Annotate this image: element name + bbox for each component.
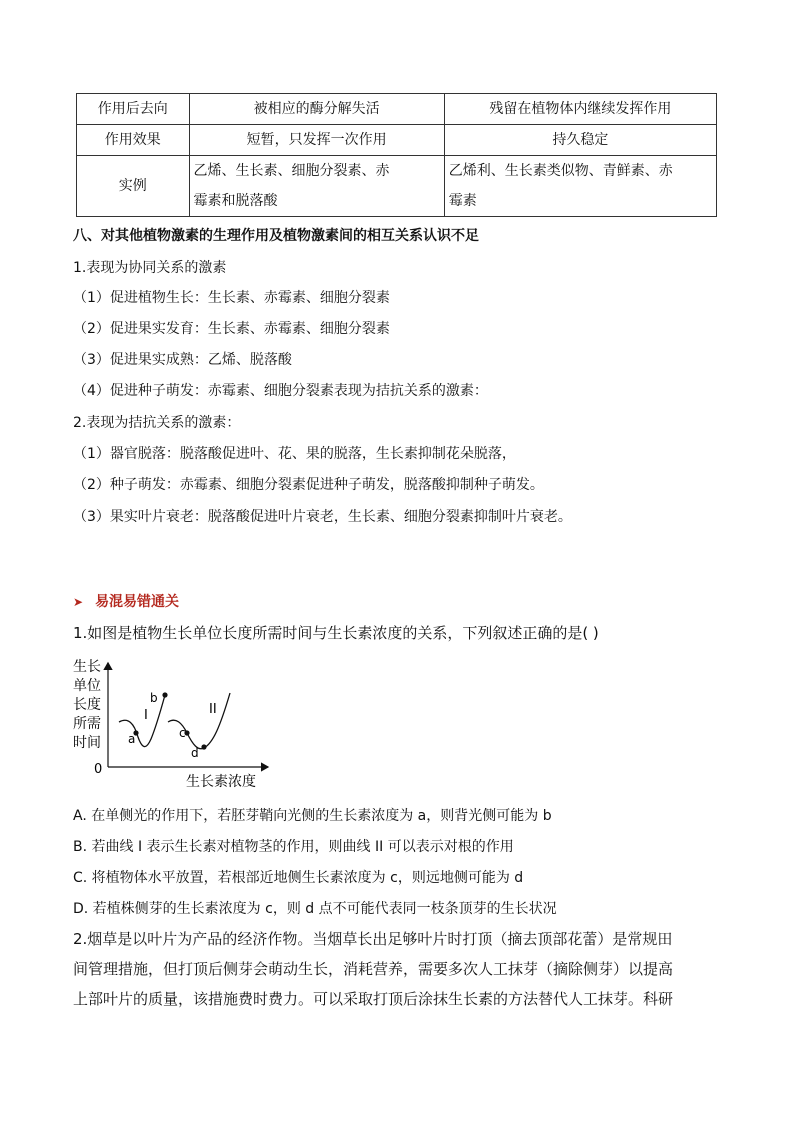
list-item: （2）促进果实发育：生长素、赤霉素、细胞分裂素 xyxy=(73,321,390,337)
option-a: A. 在单侧光的作用下，若胚芽鞘向光侧的生长素浓度为 a，则背光侧可能为 b xyxy=(73,808,552,824)
table-cell xyxy=(444,156,716,217)
arrow-icon: ➤ xyxy=(73,595,84,609)
row-label: 作用后去向 xyxy=(77,94,190,125)
option-b: B. 若曲线 I 表示生长素对植物茎的作用，则曲线 II 可以表示对根的作用 xyxy=(73,839,514,855)
question-2 xyxy=(73,924,718,1014)
table-cell: 持久稳定 xyxy=(444,125,716,156)
table-row xyxy=(77,94,717,125)
list-item: （1）器官脱落：脱落酸促进叶、花、果的脱落，生长素抑制花朵脱落， xyxy=(73,446,516,462)
curve-I xyxy=(119,695,165,747)
y-axis-label-line: 时间 xyxy=(73,735,101,751)
point-label: d xyxy=(191,746,199,760)
table-cell: 短暂，只发挥一次作用 xyxy=(189,125,444,156)
option-d: D. 若植株侧芽的生长素浓度为 c，则 d 点不可能代表同一枝条顶芽的生长状况 xyxy=(73,901,557,917)
table-row xyxy=(77,156,717,217)
curve-II xyxy=(168,693,230,749)
point-label: a xyxy=(128,732,136,746)
curve-label: I xyxy=(144,708,148,723)
question-1: 1.如图是植物生长单位长度所需时间与生长素浓度的关系，下列叙述正确的是( ) xyxy=(73,624,599,642)
row-label: 实例 xyxy=(77,156,190,217)
cell-line: 霉素和脱落酸 xyxy=(193,193,278,209)
point-d xyxy=(201,744,206,749)
practice-heading-text: 易混易错通关 xyxy=(95,594,180,610)
question-line: 2.烟草是以叶片为产品的经济作物。当烟草长出足够叶片时打顶（摘去顶部花蕾）是常规田 xyxy=(73,930,673,948)
question-line: 间管理措施，但打顶后侧芽会萌动生长，消耗营养，需要多次人工抹芽（摘除侧芽）以提高 xyxy=(73,960,674,978)
point-label: c xyxy=(179,726,186,740)
option-c: C. 将植物体水平放置，若根部近地侧生长素浓度为 c，则远地侧可能为 d xyxy=(73,870,524,886)
point-label: b xyxy=(150,691,158,705)
table-cell: 被相应的酶分解失活 xyxy=(189,94,444,125)
list-item: （3）促进果实成熟：乙烯、脱落酸 xyxy=(73,352,292,368)
practice-heading xyxy=(73,591,179,611)
row-label: 作用效果 xyxy=(77,125,190,156)
table-cell: 残留在植物体内继续发挥作用 xyxy=(444,94,716,125)
growth-graph xyxy=(70,655,280,790)
table-cell xyxy=(189,156,444,217)
list-item: （1）促进植物生长：生长素、赤霉素、细胞分裂素 xyxy=(73,290,390,306)
cell-line: 乙烯、生长素、细胞分裂素、赤 xyxy=(193,163,390,179)
hormone-comparison-table xyxy=(76,93,717,217)
question-line: 上部叶片的质量，该措施费时费力。可以采取打顶后涂抹生长素的方法替代人工抹芽。科研 xyxy=(73,990,674,1008)
section-heading: 八、对其他植物激素的生理作用及植物激素间的相互关系认识不足 xyxy=(73,228,479,244)
y-axis-label-line: 单位 xyxy=(73,678,101,694)
x-axis-label: 生长素浓度 xyxy=(186,774,256,790)
paragraph: 2.表现为拮抗关系的激素： xyxy=(73,415,241,431)
list-item: （2）种子萌发：赤霉素、细胞分裂素促进种子萌发，脱落酸抑制种子萌发。 xyxy=(73,477,544,493)
paragraph: 1.表现为协同关系的激素 xyxy=(73,260,227,276)
y-axis-label-line: 所需 xyxy=(73,716,101,732)
list-item: （3）果实叶片衰老：脱落酸促进叶片衰老，生长素、细胞分裂素抑制叶片衰老。 xyxy=(73,509,572,525)
y-axis-label-line: 长度 xyxy=(73,697,101,713)
cell-line: 霉素 xyxy=(448,193,477,209)
origin-label: 0 xyxy=(94,762,103,777)
y-axis-label-line: 生长 xyxy=(73,659,101,675)
curve-label: II xyxy=(209,702,217,717)
cell-line: 乙烯利、生长素类似物、青鲜素、赤 xyxy=(448,163,673,179)
point-b xyxy=(162,692,167,697)
table-row xyxy=(77,125,717,156)
list-item: （4）促进种子萌发：赤霉素、细胞分裂素表现为拮抗关系的激素： xyxy=(73,383,488,399)
